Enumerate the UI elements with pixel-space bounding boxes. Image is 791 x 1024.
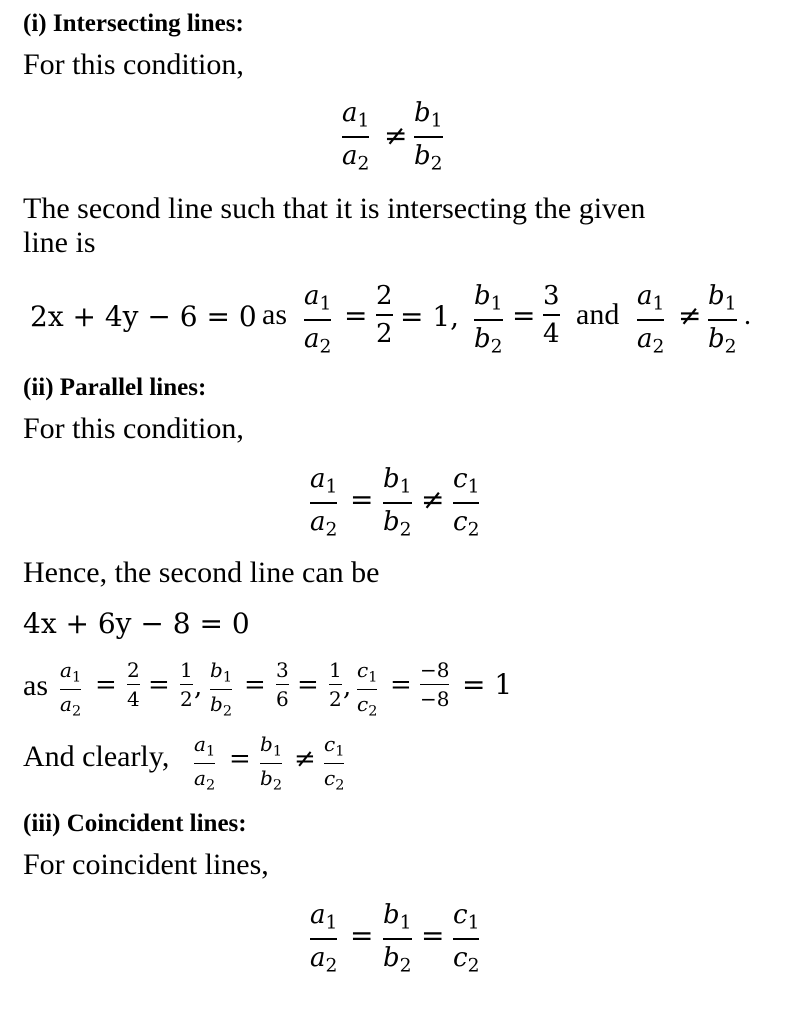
fraction-b1-b2-e: $b_1$ $b_2$ — [210, 658, 232, 720]
word-as-2: as — [23, 669, 48, 702]
hence-text: Hence, the second line can be — [23, 556, 380, 589]
fraction-1-2-b: 1 2 — [329, 658, 342, 712]
equals-sign: = — [229, 744, 251, 774]
heading-intersecting: (i) Intersecting lines: — [23, 10, 244, 37]
fraction-c1-c2-d: $c_1$ $c_2$ — [453, 464, 480, 541]
body-line-1: The second line such that it is intersecting the given — [23, 192, 646, 225]
fraction-a1-a2-d: $a_1$ $a_2$ — [310, 464, 338, 541]
fraction-b1-b2-b: $b_1$ $b_2$ — [474, 281, 503, 358]
fraction-b1-b2-f: $b_1$ $b_2$ — [260, 732, 282, 794]
equals-one: = 1, — [400, 300, 460, 333]
fraction-2-4: 2 4 — [127, 658, 140, 712]
equals-sign: = — [244, 670, 266, 700]
fraction-a1-a2-c: $a_1$ $a_2$ — [637, 281, 665, 358]
fraction-2-2: 2 2 — [376, 281, 393, 349]
intro-text-2: For this condition, — [23, 412, 244, 445]
equals-sign: = — [95, 670, 117, 700]
fraction-3-4: 3 4 — [543, 281, 560, 349]
fraction-b1-b2-c: $b_1$ $b_2$ — [708, 281, 737, 358]
equals-sign: = — [297, 670, 319, 700]
equation-intersecting: 2x + 4y − 6 = 0 — [30, 300, 257, 333]
fraction-c1-c2-g: $c_1$ $c_2$ — [453, 900, 480, 977]
period: . — [744, 300, 751, 331]
neq-sign: ≠ — [678, 299, 702, 332]
intro-text-1: For this condition, — [23, 48, 244, 81]
fraction-b1-b2: $b_1$ $b_2$ — [414, 98, 443, 175]
equals-sign: = — [350, 919, 374, 952]
equals-sign: = — [390, 670, 412, 700]
equals-sign: = — [350, 483, 374, 516]
fraction-a1-a2-g: $a_1$ $a_2$ — [310, 900, 338, 977]
fraction-3-6: 3 6 — [276, 658, 289, 712]
word-and: and — [576, 298, 620, 331]
equals-sign: = — [148, 670, 170, 700]
equals-one-b: = 1 — [462, 668, 513, 701]
equals-sign: = — [344, 299, 368, 332]
fraction-1-2-a: 1 2 — [180, 658, 193, 712]
neq-sign: ≠ — [384, 119, 408, 152]
fraction-m8-m8: −8 −8 — [420, 658, 450, 712]
fraction-b1-b2-g: $b_1$ $b_2$ — [383, 900, 412, 977]
equation-parallel: 4x + 6y − 8 = 0 — [23, 607, 250, 640]
neq-sign: ≠ — [294, 744, 316, 774]
comma: , — [194, 672, 203, 702]
equals-sign: = — [421, 919, 445, 952]
fraction-a1-a2-e: $a_1$ $a_2$ — [60, 658, 82, 720]
heading-parallel: (ii) Parallel lines: — [23, 374, 207, 401]
fraction-c1-c2-e: $c_1$ $c_2$ — [357, 658, 378, 720]
heading-coincident: (iii) Coincident lines: — [23, 810, 247, 837]
equals-sign: = — [512, 299, 536, 332]
body-line-2: line is — [23, 226, 96, 259]
fraction-a1-a2-b: $a_1$ $a_2$ — [304, 281, 332, 358]
fraction-a1-a2-f: $a_1$ $a_2$ — [194, 732, 216, 794]
and-clearly-text: And clearly, — [23, 740, 170, 773]
fraction-c1-c2-f: $c_1$ $c_2$ — [324, 732, 345, 794]
word-as-1: as — [262, 298, 287, 331]
neq-sign: ≠ — [421, 483, 445, 516]
fraction-b1-b2-d: $b_1$ $b_2$ — [383, 464, 412, 541]
comma: , — [343, 672, 352, 702]
fraction-a1-a2: $a_1$ $a_2$ — [342, 98, 370, 175]
intro-text-3: For coincident lines, — [23, 848, 269, 881]
